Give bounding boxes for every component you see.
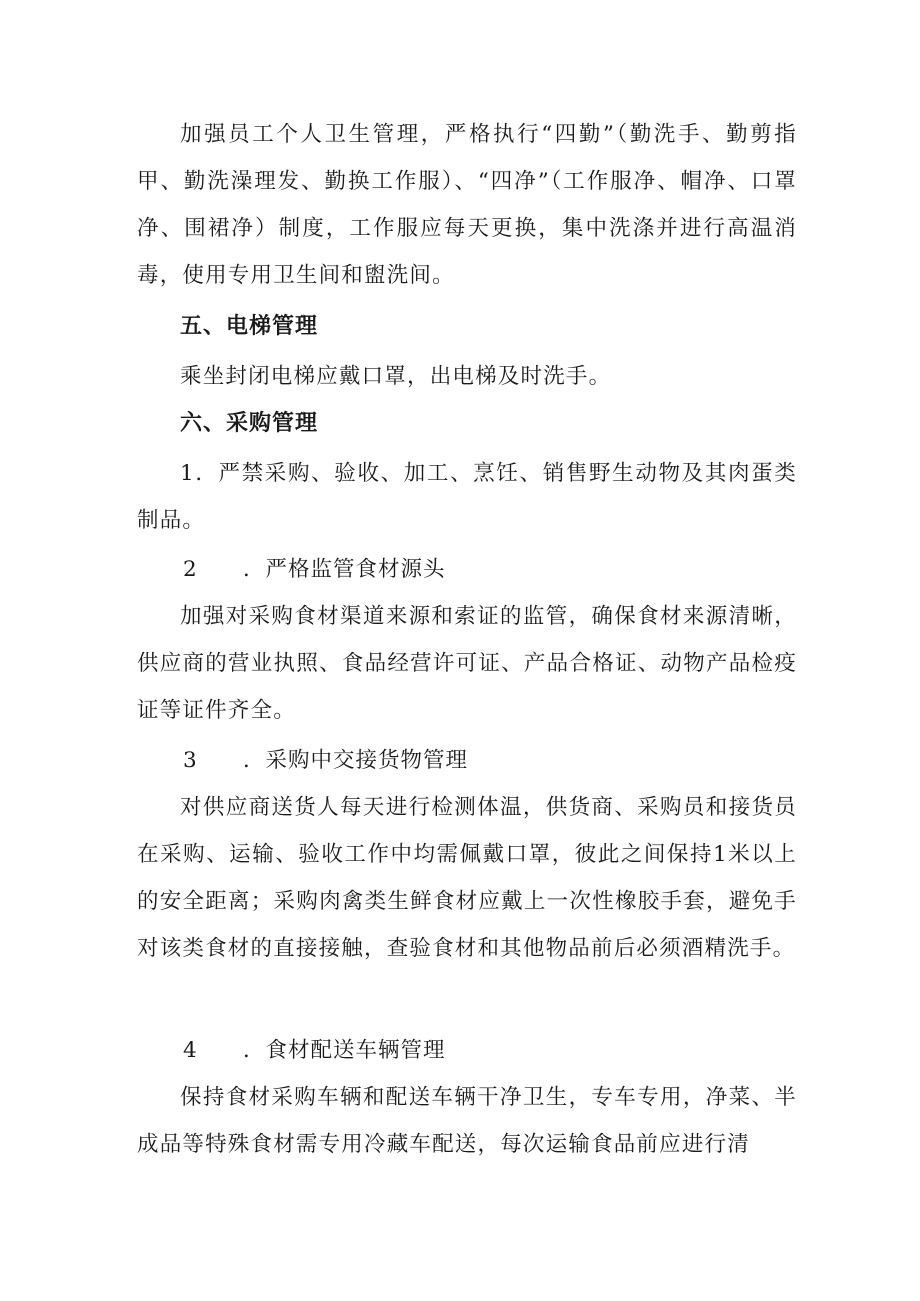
section-heading-procurement: 六、采购管理 — [180, 411, 319, 436]
paragraph-elevator: 乘坐封闭电梯应戴口罩，出电梯及时洗手。 — [180, 364, 612, 389]
list-item-4-title: ．食材配送车辆管理 — [243, 1038, 446, 1063]
list-item-3-title: ．采购中交接货物管理 — [243, 748, 469, 773]
list-item-1: 1．严禁采购、验收、加工、烹饪、销售野生动物及其肉蛋类制品。 — [137, 461, 797, 533]
list-item-2-heading — [183, 555, 446, 585]
list-item-2-number: 2 — [183, 557, 198, 582]
paragraph-goods-handover: 对供应商送货人每天进行检测体温，供货商、采购员和接货员在采购、运输、验收工作中均需佩戴口罩，彼此之间保持1米以上的安全距离；采购肉禽类生鲜食材应戴上一次性橡胶手套，避免手对该类食材的直接接触，查验食材和其他物品前后必须酒精洗手。 — [137, 795, 797, 961]
paragraph-delivery-vehicles: 保持食材采购车辆和配送车辆干净卫生，专车专用，净菜、半成品等特殊食材需专用冷藏车配送，每次运输食品前应进行清 — [137, 1085, 797, 1157]
section-heading-elevator: 五、电梯管理 — [180, 314, 319, 339]
list-item-4-number: 4 — [183, 1038, 198, 1063]
list-item-4-heading — [183, 1036, 446, 1066]
list-item-2-title: ．严格监管食材源头 — [243, 557, 446, 582]
paragraph-personal-hygiene: 加强员工个人卫生管理，严格执行“四勤”（勤洗手、勤剪指甲、勤洗澡理发、勤换工作服）、“四净”（工作服净、帽净、口罩净、围裙净）制度，工作服应每天更换，集中洗涤并进行高温消毒，使用专用卫生间和盥洗间。 — [137, 122, 797, 288]
list-item-3-number: 3 — [183, 748, 198, 773]
paragraph-food-source: 加强对采购食材渠道来源和索证的监管，确保食材来源清晰，供应商的营业执照、食品经营许可证、产品合格证、动物产品检疫证等证件齐全。 — [137, 604, 797, 723]
list-item-3-heading — [183, 746, 468, 776]
